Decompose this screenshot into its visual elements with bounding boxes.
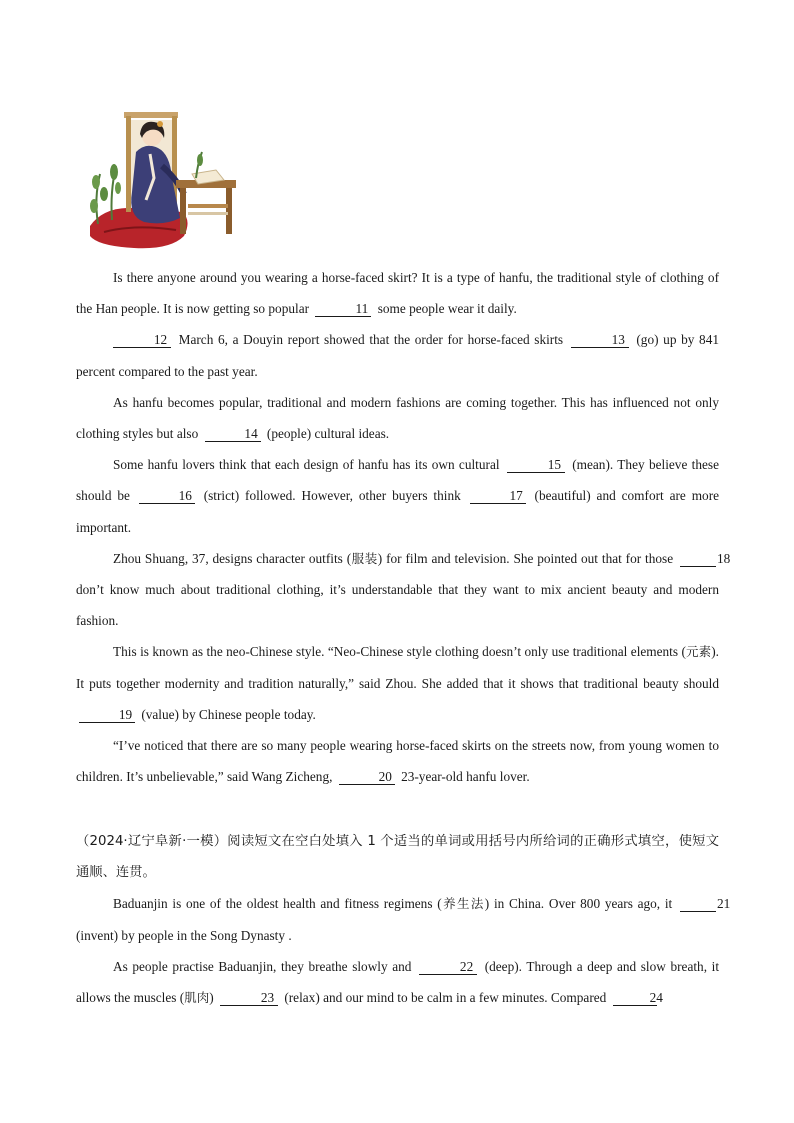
blank-15[interactable]: 15	[507, 457, 565, 473]
text: Some hanfu lovers think that each design of hanfu has its own cultural	[113, 457, 500, 473]
text: As people practise Baduanjin, they breathe slowly and	[113, 958, 412, 974]
blank-16[interactable]: 16	[139, 488, 195, 504]
blank-19[interactable]: 19	[79, 707, 135, 723]
text: This is known as the neo-Chinese style. “Neo-Chinese style clothing doesn’t only use traditional elements (	[113, 644, 686, 660]
text: (relax) and our mind to be calm in a few minutes. Compared	[284, 990, 607, 1006]
text: don’t know much about traditional clothing, it’s understandable that they want to mix ancient beauty and modern fashion.	[76, 582, 719, 629]
blank-17[interactable]: 17	[470, 488, 526, 504]
text: (go) up by 841 percent compared to the past year.	[76, 332, 719, 379]
blank-22[interactable]: 22	[419, 959, 477, 975]
text: ). It puts together modernity and tradition naturally,” said Zhou. She added that it shows that traditional beauty should	[76, 644, 719, 691]
chinese-gloss: 元素	[685, 644, 712, 660]
paragraph-3	[76, 387, 719, 449]
text: some people wear it daily.	[377, 301, 517, 317]
blank-12[interactable]: 12	[113, 332, 171, 348]
chinese-gloss: 服装	[351, 550, 378, 566]
instruction: （2024·辽宁阜新·一模）阅读短文在空白处填入 1 个适当的单词或用括号内所给词的正确形式填空，使短文通顺、连贯。	[76, 834, 719, 881]
blank-11[interactable]: 11	[315, 301, 371, 317]
blank-13[interactable]: 13	[571, 332, 629, 348]
paragraph-7	[76, 730, 719, 792]
text: March 6, a Douyin report showed that the order for horse-faced skirts	[178, 332, 564, 348]
text: (people) cultural ideas.	[266, 426, 390, 442]
blank-18[interactable]: 18	[680, 551, 716, 567]
text: As hanfu becomes popular, traditional and modern fashions are coming together. This has influenced not only clothing styles but also	[76, 394, 719, 442]
blank-14[interactable]: 14	[205, 426, 261, 442]
paragraph-4	[76, 449, 719, 543]
blank-20[interactable]: 20	[339, 769, 395, 785]
text: (beautiful) and comfort are more important.	[76, 488, 720, 535]
text: (deep). Through a deep and slow breath, it allows the muscles (	[76, 958, 720, 1006]
blank-23[interactable]: 23	[220, 990, 278, 1006]
text: ) in China. Over 800 years ago, it	[484, 896, 673, 912]
text: )	[209, 990, 214, 1006]
text: Baduanjin is one of the oldest health and fitness regimens (	[113, 896, 442, 912]
text: Is there anyone around you wearing a horse-faced skirt? It is a type of hanfu, the traditional style of clothing of the Han people. It is now getting so popular	[76, 270, 719, 317]
paragraph-2	[76, 951, 719, 1013]
passage-1	[76, 262, 731, 792]
paragraph-1	[76, 262, 719, 324]
blank-21[interactable]: 21	[680, 896, 716, 912]
paragraph-2	[76, 324, 719, 386]
text: (value) by Chinese people today.	[141, 706, 316, 722]
blank-24[interactable]: 24	[613, 990, 657, 1006]
text: (mean). They believe these should be	[76, 457, 719, 504]
paragraph-6	[76, 636, 719, 730]
passage-2	[76, 826, 731, 1013]
text: “I’ve noticed that there are so many people wearing horse-faced skirts on the streets now, from young women to children. It’s unbelievable,” said Wang Zicheng,	[76, 738, 719, 785]
text: Zhou Shuang, 37, designs character outfits (	[113, 550, 352, 566]
hanfu-woman-illustration	[84, 108, 242, 254]
text: (strict) followed. However, other buyers think	[203, 488, 461, 504]
text: ) for film and television. She pointed out that for those	[377, 550, 674, 566]
text: (invent) by people in the Song Dynasty .	[76, 927, 292, 943]
paragraph-1	[76, 888, 731, 950]
paragraph-5	[76, 543, 731, 637]
text: 23-year-old hanfu lover.	[401, 769, 530, 785]
chinese-gloss: 肌肉	[184, 990, 210, 1006]
chinese-gloss: 养生法	[441, 896, 485, 912]
